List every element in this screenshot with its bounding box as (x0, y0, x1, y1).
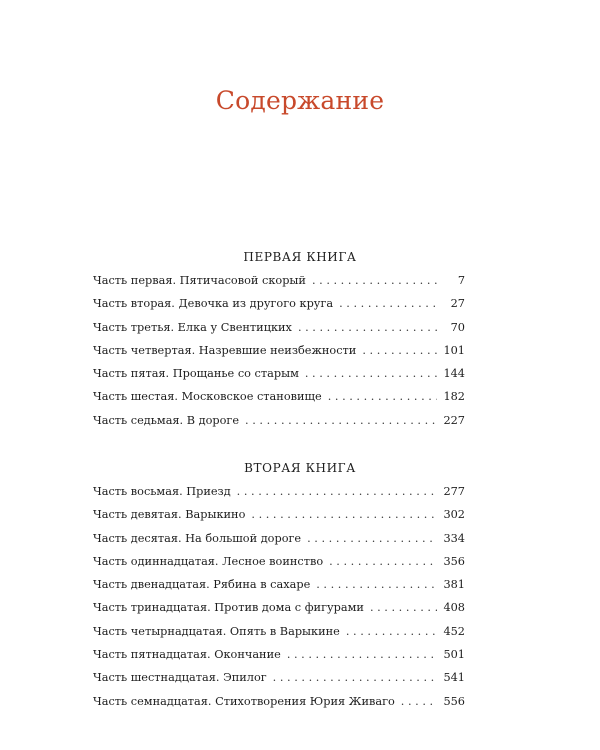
toc-entry-title: Часть третья. Елка у Свентицких (93, 320, 292, 334)
toc-entry[interactable] (93, 555, 465, 578)
toc-entry[interactable] (93, 625, 465, 648)
toc-entry-title: Часть одиннадцатая. Лесное воинство (93, 554, 324, 568)
toc-entry[interactable] (93, 648, 465, 671)
toc-entry-title: Часть пятнадцатая. Окончание (93, 648, 281, 662)
toc-entry-page: 182 (443, 390, 465, 404)
dot-leader (362, 344, 437, 357)
dot-leader (245, 414, 437, 427)
dot-leader (305, 367, 437, 380)
toc-entry[interactable] (93, 578, 465, 601)
toc-entry[interactable] (93, 695, 465, 718)
toc-entry-title: Часть семнадцатая. Стихотворения Юрия Живаго (93, 694, 395, 708)
toc-entry[interactable] (93, 671, 465, 694)
toc-entry[interactable] (93, 414, 465, 437)
toc-entry-title: Часть десятая. На большой дороге (93, 531, 302, 545)
book-two-heading: ВТОРАЯ КНИГА (244, 461, 356, 475)
toc-entry-page: 70 (450, 320, 465, 334)
toc-entry-title: Часть тринадцатая. Против дома с фигурами (93, 601, 364, 615)
dot-leader (346, 625, 437, 638)
dot-leader (339, 297, 437, 310)
toc-entry-title: Часть восьмая. Приезд (93, 485, 231, 498)
toc-entry[interactable] (93, 485, 465, 508)
toc-entry-page: 27 (450, 297, 465, 311)
toc-entry-page: 277 (443, 485, 465, 498)
toc-entry-title: Часть вторая. Девочка из другого круга (93, 297, 334, 311)
toc-entry-page: 334 (443, 531, 465, 545)
toc-entry-page: 408 (443, 601, 465, 615)
dot-leader (307, 532, 437, 545)
toc-entry[interactable] (93, 367, 465, 390)
toc-entry-title: Часть двенадцатая. Рябина в сахаре (93, 578, 311, 592)
toc-entry[interactable] (93, 532, 465, 555)
dot-leader (370, 601, 437, 614)
toc-entry-page: 7 (457, 274, 465, 287)
toc-entry[interactable] (93, 297, 465, 320)
dot-leader (298, 321, 437, 334)
toc-entry-page: 556 (443, 694, 465, 708)
book-one-heading: ПЕРВАЯ КНИГА (243, 250, 357, 264)
dot-leader (316, 578, 437, 591)
toc-entry-title: Часть седьмая. В дороге (93, 413, 240, 427)
toc-entry-title: Часть шестая. Московское становище (93, 390, 322, 404)
dot-leader (328, 390, 437, 403)
toc-entry-title: Часть шестнадцатая. Эпилог (93, 671, 267, 685)
toc-entry[interactable] (93, 390, 465, 413)
toc-entry-page: 144 (443, 367, 465, 381)
toc-entry-page: 302 (443, 508, 465, 522)
toc-entry-title: Часть девятая. Варыкино (93, 508, 246, 522)
toc-entry-title: Часть четырнадцатая. Опять в Варыкине (93, 624, 340, 638)
toc-entry-title: Часть первая. Пятичасовой скорый (93, 274, 306, 287)
toc-entry-page: 452 (443, 624, 465, 638)
toc-entry-page: 541 (443, 671, 465, 685)
toc-entry[interactable] (93, 601, 465, 624)
toc-entry-page: 356 (443, 554, 465, 568)
toc-entry-page: 101 (443, 343, 465, 357)
dot-leader (237, 485, 437, 498)
toc-entry-page: 381 (443, 578, 465, 592)
toc-entry[interactable] (93, 321, 465, 344)
dot-leader (273, 671, 437, 684)
toc-entry[interactable] (93, 344, 465, 367)
dot-leader (312, 274, 437, 287)
dot-leader (251, 508, 437, 521)
dot-leader (401, 695, 437, 708)
toc-entry-title: Часть пятая. Прощанье со старым (93, 367, 299, 381)
toc-entry[interactable] (93, 508, 465, 531)
page-title: Содержание (215, 86, 385, 115)
book-one-contents (93, 274, 465, 437)
book-two-contents (93, 485, 465, 718)
dot-leader (329, 555, 437, 568)
toc-entry-title: Часть четвертая. Назревшие неизбежности (93, 343, 357, 357)
toc-entry-page: 227 (443, 413, 465, 427)
toc-entry-page: 501 (443, 648, 465, 662)
dot-leader (287, 648, 437, 661)
toc-entry[interactable] (93, 274, 465, 297)
